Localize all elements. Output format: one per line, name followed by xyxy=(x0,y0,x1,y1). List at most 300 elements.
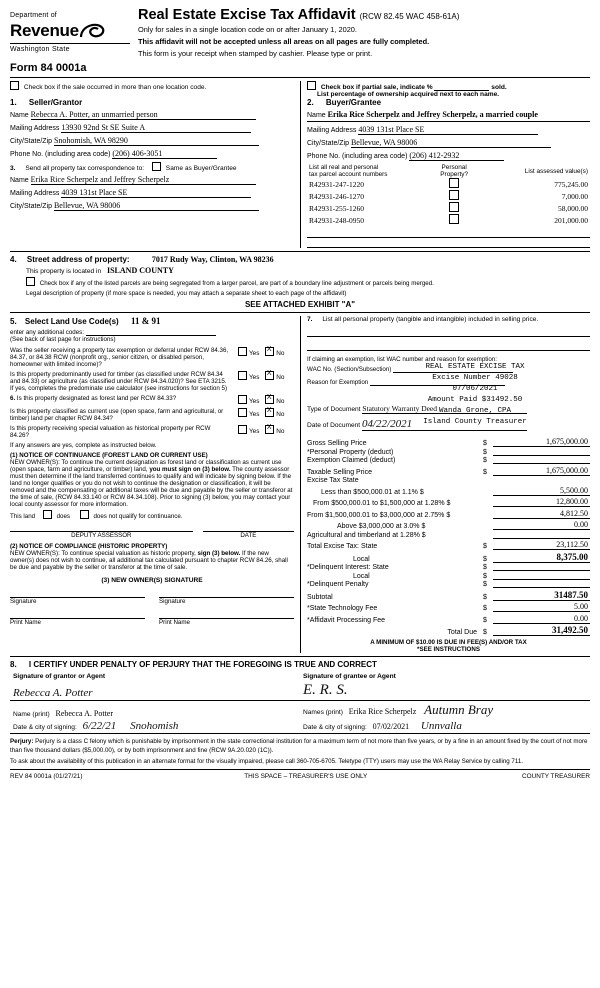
certify-table xyxy=(10,672,590,734)
question-1-text: Was the seller receiving a property tax exemption or deferral under RCW 84.36, 84.37, or 84.38 RCW (nonprofit org., senior citizen, or disabled person, homeowner with limited income)? xyxy=(10,347,229,369)
single-location-label: Check box if the sale occurred in more than one location code. xyxy=(23,84,207,92)
grantee-date-value: 07/02/2021 xyxy=(372,722,410,732)
corr-name-value[interactable]: Erika Rice Scherpelz and Jeffrey Scherpelz xyxy=(31,175,256,185)
corr-name-label: Name xyxy=(10,177,29,185)
assessor-date-label: DATE xyxy=(240,532,257,540)
minimum-note: A MINIMUM OF $10.00 IS DUE IN FEE(S) AND/OR TAX xyxy=(370,639,527,647)
grantee-signature-text: E. R. S. xyxy=(303,682,348,699)
grantee-date-label: Date & city of signing: xyxy=(303,724,367,732)
q6c-no-label: No xyxy=(276,428,285,436)
personal-prop-line-2[interactable] xyxy=(307,349,590,351)
question-2 xyxy=(10,371,294,385)
assessor-date-field[interactable] xyxy=(203,530,294,539)
amount-value[interactable]: 0.00 xyxy=(493,614,590,624)
certify-num: 8. xyxy=(10,660,17,670)
header-sub-2: This affidavit will not be accepted unless all areas on all pages are fully completed. xyxy=(138,37,430,47)
q1-no-label: No xyxy=(276,350,285,358)
amount-label: Excise Tax State xyxy=(307,477,359,485)
amount-value[interactable]: 12,800.00 xyxy=(493,497,590,507)
q2-yes-label: Yes xyxy=(249,374,260,382)
landuse-label: Select Land Use Code(s) xyxy=(24,317,119,327)
q1-yes-checkbox[interactable] xyxy=(238,347,247,356)
county-row xyxy=(26,266,590,275)
notice-1-body-2: The county assessor must then determine if the land transferred continues to qualify and will indicate by signing below. If the land no longer qualifies or you do not wish to continue the designation or classification, it will be removed and the compensating or additional taxes will be due and payable by the seller or transferor at the time of sale, (RCW 84.33.140 or RCW 84.34.108). Prior to signing (3) below, you may contact your local county assessor for more information. xyxy=(10,466,293,509)
amount-value[interactable]: 4,812.50 xyxy=(493,509,590,519)
amount-row xyxy=(307,602,590,612)
correspondence-row xyxy=(10,162,294,172)
q1-yes-label: Yes xyxy=(249,350,260,358)
same-as-buyer-checkbox[interactable] xyxy=(152,162,161,171)
page-footer xyxy=(10,773,590,780)
assessed-value[interactable]: 775,245.00 xyxy=(554,179,588,189)
does-label: does xyxy=(56,513,70,521)
section7-num: 7. xyxy=(307,316,313,324)
buyer-city-row xyxy=(307,138,590,148)
buyer-mailing-label: Mailing Address xyxy=(307,127,357,135)
seller-phone-row xyxy=(10,149,294,159)
rev-number: REV 84 0001a (01/27/21) xyxy=(10,773,83,781)
question-6b-answer[interactable] xyxy=(234,408,294,422)
parcel-table-header xyxy=(307,164,590,178)
segregate-checkbox[interactable] xyxy=(26,277,35,286)
stamp-line-4: Amount Paid $31492.50 xyxy=(427,395,523,404)
amount-value[interactable] xyxy=(493,463,590,464)
amount-value[interactable]: 31,492.50 xyxy=(493,625,590,636)
dollar-sign: $ xyxy=(483,572,487,580)
amount-row xyxy=(307,457,590,464)
lower-rule xyxy=(10,312,590,313)
buyer-num: 2. xyxy=(307,98,314,108)
personal-col-header-l2: Property? xyxy=(440,171,469,179)
notice-1-title: (1) NOTICE OF CONTINUANCE (FOREST LAND OR CURRENT USE) xyxy=(10,452,208,460)
grantor-date-label: Date & city of signing: xyxy=(13,724,77,732)
amount-label: From $500,000.01 to $1,500,000 at 1.28% $ xyxy=(313,500,451,508)
corr-mailing-label: Mailing Address xyxy=(10,190,60,198)
legal-desc-label: Legal description of property (if more space is needed, you may attach a separate sheet to each page of the affidavit) xyxy=(26,290,347,298)
notice-1-bold: you must sign on (3) below. xyxy=(149,466,231,474)
question-1-answer[interactable] xyxy=(234,347,294,368)
certify-title-row xyxy=(10,660,590,669)
corr-city-label: City/State/Zip xyxy=(10,203,53,211)
amount-value[interactable]: 5.00 xyxy=(493,602,590,612)
header-sub-1: Only for sales in a single location code on or after January 1, 2020. xyxy=(138,25,357,35)
amount-label: Local xyxy=(353,572,370,580)
new-owner-sig-2[interactable] xyxy=(159,596,294,605)
exemption-note: If claiming an exemption, list WAC number and reason for exemption: xyxy=(307,356,497,364)
signature-row xyxy=(10,681,590,701)
grantor-date-value: 6/22/21 xyxy=(82,720,117,733)
amount-label: Taxable Selling Price xyxy=(307,468,372,476)
buyer-city-value[interactable]: Bellevue, WA 98006 xyxy=(351,138,551,148)
amount-value[interactable] xyxy=(493,587,590,588)
partial-sale-checkbox[interactable] xyxy=(307,81,316,90)
amount-row xyxy=(307,497,590,507)
header-rule xyxy=(10,77,590,78)
new-owner-print-2[interactable] xyxy=(159,617,294,626)
grantor-date-cell[interactable] xyxy=(10,719,300,734)
question-2-text: Is this property predominantly used for timber (as classified under RCW 84.34 and 84.33) or agriculture (as classified under RCW 84.34.020)? See ETA 3215. xyxy=(10,371,227,386)
buyer-phone-row xyxy=(307,151,590,161)
dollar-sign: $ xyxy=(483,605,487,613)
doc-type-label: Type of Document xyxy=(307,406,361,414)
dollar-sign: $ xyxy=(483,581,487,589)
amount-row xyxy=(307,614,590,624)
correspondence-label: Send all property tax correspondence to: xyxy=(25,165,145,173)
amount-row xyxy=(307,590,590,601)
same-as-buyer-label: Same as Buyer/Grantee xyxy=(165,165,237,173)
notice-2-body-1: NEW OWNER(S): To continue special valuation as historic property, xyxy=(10,550,196,558)
amount-value[interactable]: 5,500.00 xyxy=(493,486,590,496)
treasurer-space-label: THIS SPACE – TREASURER'S USE ONLY xyxy=(244,773,368,781)
assessed-value[interactable]: 7,000.00 xyxy=(561,191,588,201)
q6c-yes-label: Yes xyxy=(249,428,260,436)
agency-logo xyxy=(10,8,130,53)
grantee-city-value: Unnvalla xyxy=(420,720,462,733)
landuse-value[interactable]: 11 & 91 xyxy=(130,316,161,327)
dollar-sign: $ xyxy=(483,629,487,637)
personal-prop-cell xyxy=(426,190,483,202)
seller-phone-label: Phone No. (including area code) xyxy=(10,151,111,159)
amount-row xyxy=(307,520,590,530)
amount-value[interactable]: 1,675,000.00 xyxy=(493,437,590,447)
q2-no-checkbox[interactable] xyxy=(265,371,274,380)
continuance-qualify-row xyxy=(10,510,294,520)
amount-list xyxy=(307,437,590,636)
q6-yes-checkbox[interactable] xyxy=(238,395,247,404)
grantor-sig-label: Signature of grantor or Agent xyxy=(13,673,106,681)
amount-value[interactable] xyxy=(493,455,590,456)
footer-rule xyxy=(10,769,590,770)
accessibility-note: To ask about the availability of this publication in an alternate format for the visually impaired, please call 360-705-6705. Teletype (TTY) users may use the WA Relay Service by calling 711. xyxy=(10,757,524,765)
table-row xyxy=(307,214,590,226)
amount-value[interactable]: 23,112.50 xyxy=(493,540,590,550)
date-city-row xyxy=(10,719,590,734)
amount-label: Less than $500,000.01 at 1.1% $ xyxy=(321,488,424,496)
state-label: Washington State xyxy=(10,46,70,53)
seller-mailing-row xyxy=(10,123,294,133)
q6-yes-label: Yes xyxy=(249,398,260,406)
notice-2-title: (2) NOTICE OF COMPLIANCE (HISTORIC PROPERTY) xyxy=(10,543,168,551)
grantee-date-cell[interactable] xyxy=(300,719,590,734)
grantor-city-value: Snohomish xyxy=(130,720,179,733)
question-6-answer[interactable] xyxy=(234,395,294,405)
question-6c-answer[interactable] xyxy=(234,425,294,439)
parcel-number[interactable]: R42931-246-1270 xyxy=(309,191,364,201)
dollar-sign: $ xyxy=(483,564,487,572)
buyer-phone-value[interactable]: (206) 412-2932 xyxy=(409,151,504,161)
seller-name-value[interactable]: Rebecca A. Potter, an unmarried person xyxy=(31,110,256,120)
question-6-num: 6. xyxy=(10,395,16,403)
parcel-table xyxy=(307,164,590,226)
county-value[interactable]: ISLAND COUNTY xyxy=(106,266,174,276)
doc-date-label: Date of Document xyxy=(307,422,361,430)
buyer-blank-line-1 xyxy=(307,236,590,238)
q6b-no-label: No xyxy=(276,411,285,419)
document-header xyxy=(10,8,590,59)
personal-prop-cell xyxy=(426,202,483,214)
signature-label-row xyxy=(10,672,590,681)
stamp-line-3: 07/06/2021 xyxy=(452,384,498,393)
partial-sale-label: Check box if partial sale, indicate % xyxy=(320,84,433,92)
personal-prop-cell xyxy=(426,214,483,226)
top-check-row xyxy=(10,81,590,98)
revenue-label: Revenue xyxy=(10,20,79,40)
grantor-name-cell xyxy=(10,701,300,720)
amount-row xyxy=(307,509,590,519)
new-owner-print-label-1: Print Name xyxy=(10,619,41,627)
amount-value[interactable] xyxy=(493,579,590,580)
amount-row xyxy=(307,552,590,563)
landuse-extra-row xyxy=(10,329,294,336)
notice-2-bold: sign (3) below. xyxy=(197,550,241,558)
new-owner-sig-label-2: Signature xyxy=(159,598,186,606)
seller-heading xyxy=(10,98,294,107)
grantee-name-label: Names (print) xyxy=(303,709,343,717)
correspondence-num: 3. xyxy=(10,165,16,173)
exhibit-note: SEE ATTACHED EXHIBIT "A" xyxy=(244,300,356,310)
amount-label: Local xyxy=(353,555,370,563)
amount-label: Agricultural and timberland at 1.28% $ xyxy=(307,531,426,539)
amount-label: Total Excise Tax: State xyxy=(307,543,378,551)
corr-city-value[interactable]: Bellevue, WA 98006 xyxy=(54,201,259,211)
new-owner-prints xyxy=(10,617,294,626)
landuse-num: 5. xyxy=(10,317,17,327)
amount-value[interactable] xyxy=(493,570,590,571)
buyer-name-underline xyxy=(307,120,590,122)
personal-prop-checkbox[interactable] xyxy=(449,178,459,188)
buyer-name-row xyxy=(307,110,590,122)
new-owner-sig-1[interactable] xyxy=(10,596,145,605)
seller-mailing-label: Mailing Address xyxy=(10,125,60,133)
q2-no-label: No xyxy=(276,374,285,382)
landuse-seeback: (See back of last page for instructions) xyxy=(10,336,116,344)
stamp-line-1: REAL ESTATE EXCISE TAX xyxy=(425,363,525,372)
certify-rule xyxy=(10,656,590,657)
question-6 xyxy=(10,395,294,405)
street-address-row xyxy=(10,255,590,264)
buyer-city-label: City/State/Zip xyxy=(307,140,350,148)
notice-1-body xyxy=(10,459,294,508)
parcel-col-header-l1: List all real and personal xyxy=(309,164,379,172)
parcel-col-header xyxy=(307,164,426,178)
amount-row xyxy=(307,625,590,636)
q6b-yes-label: Yes xyxy=(249,411,260,419)
partial-sold-label: sold. xyxy=(491,84,507,92)
located-label: This property is located in xyxy=(26,268,102,276)
treasurer-stamp xyxy=(385,362,565,427)
amount-label: Total Due xyxy=(447,629,477,637)
assessed-col-header: List assessed value(s) xyxy=(524,167,588,175)
amount-value[interactable]: 0.00 xyxy=(493,520,590,530)
amount-label: Subtotal xyxy=(307,593,333,601)
grantor-name-value[interactable]: Rebecca A. Potter xyxy=(55,709,114,719)
question-6c xyxy=(10,425,294,439)
amount-label: *Affidavit Processing Fee xyxy=(307,616,386,624)
corr-name-row xyxy=(10,175,294,185)
amount-row xyxy=(307,486,590,496)
landuse-block xyxy=(10,316,300,653)
stamp-line-5: Wanda Grone, CPA xyxy=(438,406,511,415)
street-value[interactable]: 7017 Rudy Way, Clinton, WA 98236 xyxy=(151,255,274,265)
notice-2-body xyxy=(10,550,294,571)
amount-value[interactable]: 8,375.00 xyxy=(493,552,590,563)
buyer-blank-line-2 xyxy=(307,246,590,248)
section7-label: List all personal property (tangible and intangible) included in selling price. xyxy=(322,316,539,324)
personal-prop-line-1[interactable] xyxy=(307,335,590,337)
new-owner-sig-label-1: Signature xyxy=(10,598,37,606)
personal-prop-checkbox[interactable] xyxy=(449,202,459,212)
table-row xyxy=(307,190,590,202)
amount-row xyxy=(307,564,590,571)
amount-value[interactable]: 1,675,000.00 xyxy=(493,466,590,476)
segregate-row xyxy=(26,277,590,287)
county-treasurer-label: COUNTY TREASURER xyxy=(522,773,590,781)
does-qualify-checkbox[interactable] xyxy=(43,510,52,519)
street-num: 4. xyxy=(10,255,17,265)
percent-note: List percentage of ownership acquired next to each name. xyxy=(317,91,500,99)
single-location-checkbox[interactable] xyxy=(10,81,19,90)
lower-section xyxy=(10,316,590,653)
seller-name-row xyxy=(10,110,294,120)
wac-label: WAC No. (Section/Subsection) xyxy=(307,366,392,374)
amount-row xyxy=(307,449,590,456)
corr-mailing-row xyxy=(10,188,294,198)
certification-section xyxy=(10,660,590,766)
dollar-sign: $ xyxy=(483,593,487,601)
corr-mailing-value[interactable]: 4039 131st Place SE xyxy=(61,188,251,198)
reason-label: Reason for Exemption xyxy=(307,379,369,387)
form-number: Form 84 0001a xyxy=(10,62,87,75)
dollar-sign: $ xyxy=(483,555,487,563)
section4-rule xyxy=(10,251,590,252)
amount-row xyxy=(307,466,590,476)
q2-yes-checkbox[interactable] xyxy=(238,371,247,380)
perjury-text: Perjury is a class C felony which is punishable by imprisonment in the state correctional institution for a maximum term of not more than five years, or by a fine in an amount fixed by the court of not more than five thousand dollars ($5,000.00), or by both imprisonment and fine (RCW 9A.20.020 (1C)). xyxy=(10,738,588,754)
assessor-signature-row xyxy=(10,530,294,539)
q6-no-checkbox[interactable] xyxy=(265,395,274,404)
buyer-mailing-row xyxy=(307,125,590,135)
amount-value[interactable] xyxy=(493,538,590,539)
buyer-title: Buyer/Grantee xyxy=(325,98,382,108)
this-land-label: This land xyxy=(10,513,36,521)
buyer-name-value[interactable]: Erika Rice Scherpelz and Jeffrey Scherpelz, a married couple xyxy=(327,110,538,120)
q6c-yes-checkbox[interactable] xyxy=(238,425,247,434)
q6c-no-checkbox[interactable] xyxy=(265,425,274,434)
new-owner-print-1[interactable] xyxy=(10,617,145,626)
if-any-yes-note: If any answers are yes, complete as instructed below. xyxy=(10,442,157,450)
dollar-sign: $ xyxy=(483,440,487,448)
buyer-block xyxy=(300,98,590,248)
amount-label: *Personal Property (deduct) xyxy=(307,448,394,456)
question-6b xyxy=(10,408,294,422)
amount-row xyxy=(307,581,590,588)
header-sub-3: This form is your receipt when stamped by cashier. Please type or print. xyxy=(138,49,373,59)
personal-property-row xyxy=(307,316,590,323)
q1-no-checkbox[interactable] xyxy=(265,347,274,356)
notice-2-body-2: If the new owner(s) does not wish to continue, all additional tax calculated pursuant to chapter RCW 84.26, shall be due and payable by the seller or transferor at the time of sale. xyxy=(10,550,288,572)
parcel-number[interactable]: R42931-248-0950 xyxy=(309,215,364,225)
seller-phone-value[interactable]: (206) 406-3051 xyxy=(112,149,217,159)
q6b-yes-checkbox[interactable] xyxy=(238,408,247,417)
table-row xyxy=(307,202,590,214)
landuse-extra-label: enter any additional codes: xyxy=(10,329,84,337)
grantee-name-value[interactable]: Erika Rice Scherpelz xyxy=(348,707,417,717)
amount-label: From $1,500,000.01 to $3,000,000 at 2.75% $ xyxy=(307,511,451,519)
question-6-label: Is this property designated as forest land per RCW 84.33? xyxy=(16,395,177,403)
title-text: Real Estate Excise Tax Affidavit xyxy=(138,7,356,23)
question-2-answer[interactable] xyxy=(234,371,294,385)
grantor-signature-text: Rebecca A. Potter xyxy=(13,687,93,700)
deputy-assessor-label: DEPUTY ASSESSOR xyxy=(71,532,132,540)
amount-value[interactable]: 31487.50 xyxy=(493,590,590,601)
grantee-signature[interactable] xyxy=(300,681,590,701)
new-owner-signatures xyxy=(10,596,294,605)
parcel-number[interactable]: R42931-247-1220 xyxy=(309,179,364,189)
grantor-signature[interactable] xyxy=(10,681,300,701)
corr-city-row xyxy=(10,201,294,211)
seller-city-value[interactable]: Snohomish, WA 98290 xyxy=(54,136,259,146)
certify-title: I CERTIFY UNDER PENALTY OF PERJURY THAT THE FOREGOING IS TRUE AND CORRECT xyxy=(28,660,377,670)
deputy-assessor-field[interactable] xyxy=(10,530,193,539)
question-2-note: If yes, completes the predominate use calculator (see instructions for section 5) xyxy=(10,385,228,393)
q6b-no-checkbox[interactable] xyxy=(265,408,274,417)
partial-sale-cell xyxy=(300,81,590,98)
seller-city-label: City/State/Zip xyxy=(10,138,53,146)
doc-date-value[interactable]: 04/22/2021 xyxy=(362,418,527,431)
amount-row xyxy=(307,437,590,447)
personal-prop-checkbox[interactable] xyxy=(449,214,459,224)
grantor-name-label: Name (print) xyxy=(13,711,50,719)
seller-name-label: Name xyxy=(10,112,29,120)
question-6c-text: Is this property receiving special valuation as historical property per RCW 84.26? xyxy=(10,425,211,440)
dollar-sign: $ xyxy=(483,616,487,624)
doc-type-value[interactable]: Statutory Warranty Deed xyxy=(362,404,527,414)
amount-label: Above $3,000,000 at 3.0% $ xyxy=(337,523,426,531)
parcel-number[interactable]: R42931-255-1260 xyxy=(309,203,364,213)
dollar-sign: $ xyxy=(483,457,487,465)
personal-prop-checkbox[interactable] xyxy=(449,190,459,200)
amount-row xyxy=(307,477,590,484)
amount-label: *Delinquent Penalty xyxy=(307,581,369,589)
seller-mailing-value[interactable]: 13930 92nd St SE Suite A xyxy=(61,123,251,133)
assessed-value[interactable]: 58,000.00 xyxy=(558,203,588,213)
personal-col-header xyxy=(426,164,483,178)
parcel-col-header-l2: tax parcel account numbers xyxy=(309,171,388,179)
buyer-mailing-value[interactable]: 4039 131st Place SE xyxy=(358,125,538,135)
assessed-value[interactable]: 201,000.00 xyxy=(554,215,588,225)
parties-section xyxy=(10,98,590,248)
question-6b-text: Is this property classified as current use (open space, farm and agricultural, or timber) land per chapter RCW 84.34? xyxy=(10,408,224,423)
grantee-name-value-2: Autumn Bray xyxy=(424,702,494,718)
name-print-row xyxy=(10,701,590,720)
seller-block xyxy=(10,98,300,248)
landuse-row xyxy=(10,316,294,326)
seller-city-row xyxy=(10,136,294,146)
buyer-heading xyxy=(307,98,590,107)
dollar-sign: $ xyxy=(483,468,487,476)
title-rcw: (RCW 82.45 WAC 458-61A) xyxy=(359,12,460,21)
new-owner-print-label-2: Print Name xyxy=(159,619,190,627)
does-not-qualify-checkbox[interactable] xyxy=(80,510,89,519)
amount-row xyxy=(307,573,590,580)
page-title xyxy=(138,8,590,23)
dollar-sign: $ xyxy=(483,543,487,551)
amount-label: Exemption Claimed (deduct) xyxy=(307,457,396,465)
amount-label: *State Technology Fee xyxy=(307,605,378,613)
personal-prop-cell xyxy=(426,178,483,190)
notice-1-body-1: NEW OWNER(S): To continue the current designation as forest land or classification as current use (open space, farm and agriculture, or timber) land, xyxy=(10,459,282,474)
table-row xyxy=(307,178,590,190)
